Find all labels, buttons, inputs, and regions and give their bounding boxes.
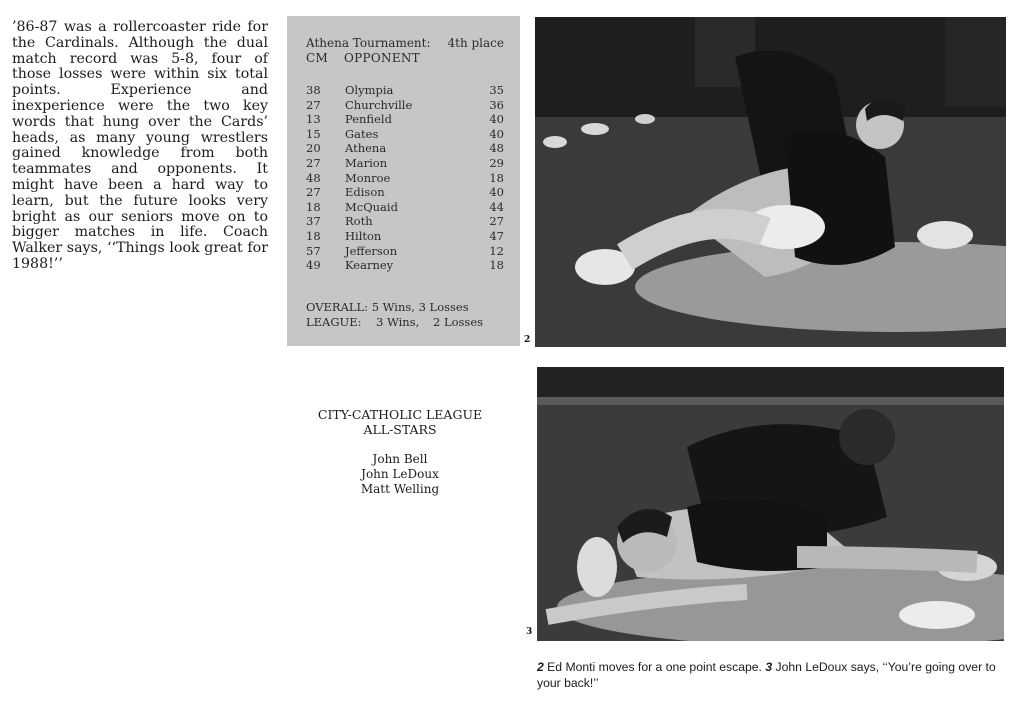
opponent-name: Roth — [345, 214, 373, 229]
cm-score: 18 — [306, 228, 321, 243]
scoreboard-box — [287, 16, 520, 346]
games-list — [306, 83, 504, 273]
opponent-score: 44 — [489, 199, 504, 214]
allstar-name: John Bell — [372, 452, 428, 466]
opponent-score: 29 — [489, 155, 504, 170]
cm-score: 27 — [306, 155, 321, 170]
opponent-score: 35 — [489, 83, 504, 97]
game-row — [306, 185, 504, 200]
intro-paragraph: ’86-87 was a rollercoaster ride for the Cardinals. Although the dual match record was 5-8, four of those losses were within six total points. Experience and inexperience were the two key words that hung over the Cards’ heads, as many young wrestlers gained knowledge from both teammates and opponents. It might have been a hard way to learn, but the future looks very bright as our seniors move on to bigger matches in life. Coach Walker says, ‘‘Things look great for 1988!’’ — [12, 19, 268, 272]
allstars-title-line1: CITY-CATHOLIC LEAGUE — [317, 407, 483, 422]
opponent-name: Jefferson — [345, 243, 398, 258]
wrestling-photo-3 — [537, 367, 1004, 641]
opponent-score: 18 — [489, 258, 504, 273]
game-row — [306, 214, 504, 229]
opponent-score: 40 — [489, 112, 504, 127]
opponent-name: Churchville — [345, 97, 413, 112]
cm-score: 38 — [306, 83, 321, 97]
game-row — [306, 171, 504, 186]
allstars-title-line2: ALL-STARS — [363, 421, 437, 437]
opponent-name: Monroe — [345, 170, 391, 185]
game-row — [306, 127, 504, 142]
cm-score: 37 — [306, 214, 321, 229]
season-totals — [306, 300, 483, 329]
caption-text-3: John LeDoux says, ‘‘You’re going over to your back!’’ — [537, 660, 996, 690]
cm-score: 27 — [306, 185, 321, 200]
game-row — [306, 112, 504, 127]
game-row — [306, 258, 504, 273]
opponent-name: Penfield — [345, 112, 392, 127]
photo-2-number: 2 — [524, 335, 531, 345]
cm-score: 48 — [306, 170, 321, 185]
cm-score: 57 — [306, 243, 321, 258]
game-row — [306, 98, 504, 113]
overall-record: OVERALL: 5 Wins, 3 Losses — [306, 300, 469, 314]
photo-3-number: 3 — [526, 627, 533, 637]
wrestling-photo-2-image — [535, 17, 1006, 347]
opponent-name: Kearney — [345, 258, 394, 273]
opponent-score: 48 — [489, 141, 504, 156]
tournament-label: Athena Tournament: — [306, 36, 431, 50]
game-row — [306, 200, 504, 215]
opponent-score: 47 — [489, 228, 504, 243]
wrestling-photo-3-image — [537, 367, 1004, 641]
league-record — [306, 315, 483, 330]
opponent-score: 40 — [489, 126, 504, 141]
opponent-score: 27 — [489, 214, 504, 229]
opponent-name: Hilton — [345, 228, 382, 243]
opponent-name: Edison — [345, 185, 385, 200]
header-opponent: OPPONENT — [344, 51, 420, 65]
opponent-score: 40 — [489, 185, 504, 200]
allstar-name: Matt Welling — [360, 482, 440, 496]
opponent-score: 12 — [489, 243, 504, 258]
game-row — [306, 141, 504, 156]
scoreboard-header — [306, 51, 504, 65]
cm-score: 18 — [306, 199, 321, 214]
opponent-name: Athena — [345, 141, 387, 156]
caption-number-2: 2 — [537, 660, 544, 674]
allstars-block — [300, 408, 500, 497]
opponent-name: Olympia — [345, 83, 394, 97]
cm-score: 20 — [306, 141, 321, 156]
cm-score: 49 — [306, 258, 321, 273]
opponent-name: Gates — [345, 126, 379, 141]
opponent-name: McQuaid — [345, 199, 398, 214]
tournament-line — [306, 36, 504, 50]
opponent-name: Marion — [345, 155, 388, 170]
league-losses: 2 Losses — [433, 314, 484, 329]
cm-score: 27 — [306, 97, 321, 112]
allstar-name: John LeDoux — [361, 467, 439, 481]
opponent-score: 36 — [489, 97, 504, 112]
game-row — [306, 156, 504, 171]
tournament-place: 4th place — [447, 36, 504, 50]
league-label: LEAGUE: — [306, 314, 362, 329]
caption-text-2: Ed Monti moves for a one point escape. — [547, 660, 762, 674]
game-row — [306, 229, 504, 244]
game-row — [306, 244, 504, 259]
league-wins: 3 Wins, — [376, 314, 420, 329]
allstars-names — [300, 452, 500, 497]
caption-number-3: 3 — [765, 660, 773, 674]
opponent-score: 18 — [489, 170, 504, 185]
photo-caption — [537, 660, 1007, 691]
game-row — [306, 83, 504, 98]
cm-score: 15 — [306, 126, 321, 141]
header-cm: CM — [306, 51, 329, 65]
cm-score: 13 — [306, 112, 321, 127]
wrestling-photo-2 — [535, 17, 1006, 347]
